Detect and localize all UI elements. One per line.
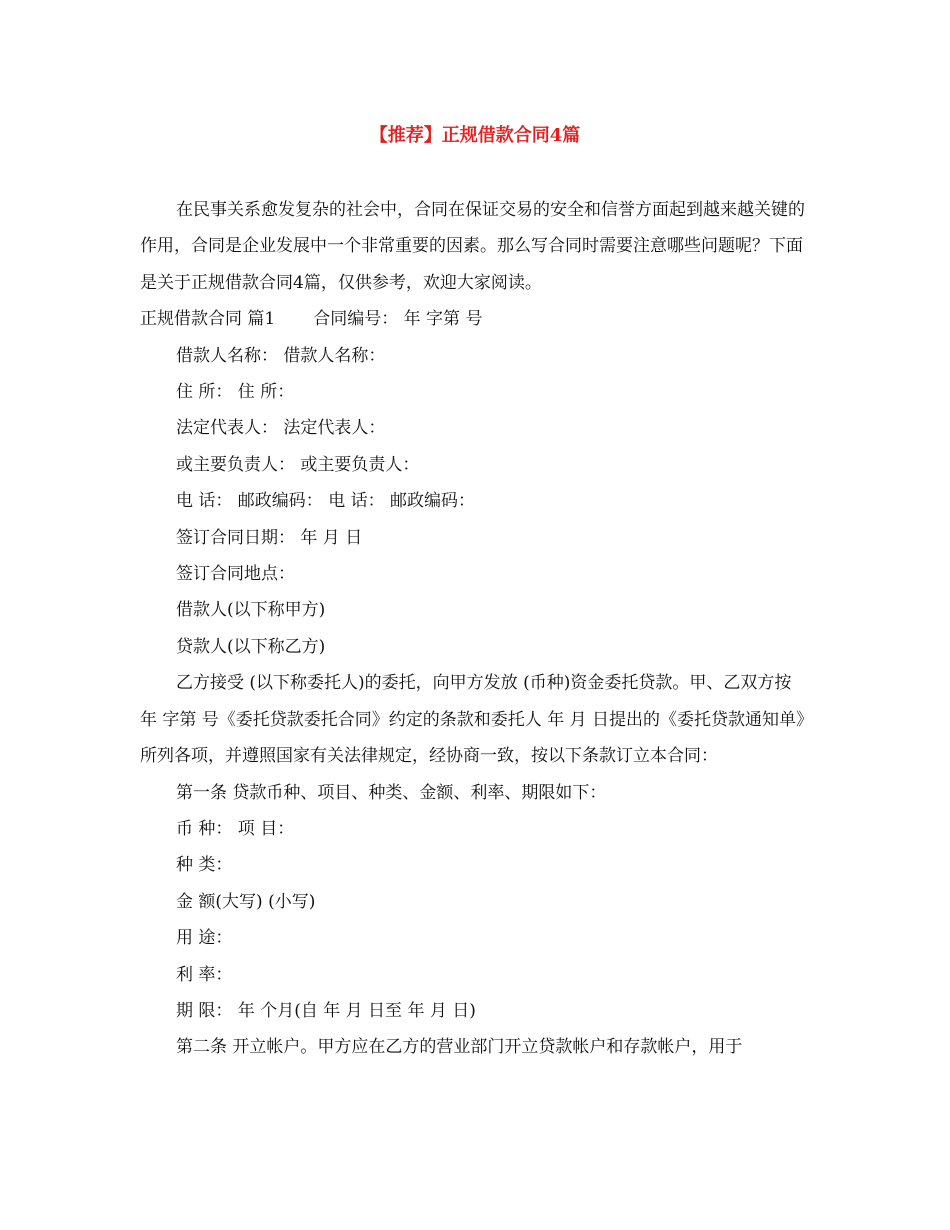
- field-principal: 或主要负责人： 或主要负责人：: [176, 454, 420, 475]
- article-1-rate: 利 率：: [176, 964, 233, 985]
- field-phone-postcode: 电 话： 邮政编码： 电 话： 邮政编码：: [176, 491, 476, 512]
- field-sign-place: 签订合同地点：: [176, 564, 295, 585]
- intro-paragraph: 在民事关系愈发复杂的社会中，合同在保证交易的安全和信誉方面起到越来越关键的作用，合同是企业发展中一个非常重要的因素。那么写合同时需要注意哪些问题呢？下面是关于正规借款合同4篇，仅供参考，欢迎大家阅读。: [140, 200, 805, 293]
- article-1-purpose: 用 途：: [176, 928, 233, 949]
- field-sign-date: 签订合同日期： 年 月 日: [176, 527, 363, 548]
- field-party-a: 借款人(以下称甲方): [176, 600, 326, 621]
- field-borrower-name: 借款人名称： 借款人名称：: [176, 345, 386, 366]
- entrustment-paragraph: 乙方接受 (以下称委托人)的委托，向甲方发放 (币种)资金委托贷款。甲、乙双方按 年 字第 号《委托贷款委托合同》约定的条款和委托人 年 月 日提出的《委托贷款通知单》所列各项，并遵照国家有关法律规定，经协商一致，按以下条款订立本合同：: [140, 673, 805, 767]
- article-1-currency: 币 种： 项 目：: [176, 818, 295, 839]
- field-legal-representative: 法定代表人： 法定代表人：: [176, 418, 386, 439]
- contract-number: 合同编号： 年 字第 号: [313, 309, 483, 330]
- article-1-type: 种 类：: [176, 855, 233, 876]
- section-heading-line: [140, 301, 812, 337]
- document-title: 【推荐】正规借款合同4篇: [369, 125, 581, 146]
- field-address: 住 所： 住 所：: [176, 382, 295, 403]
- field-party-b: 贷款人(以下称乙方): [176, 636, 326, 657]
- article-1-term: 期 限： 年 个月(自 年 月 日至 年 月 日): [176, 1000, 476, 1021]
- article-1-amount: 金 额(大写) (小写): [176, 891, 316, 912]
- article-2-start: 第二条 开立帐户。甲方应在乙方的营业部门开立贷款帐户和存款帐户，用于: [176, 1037, 743, 1058]
- document-body: [140, 192, 812, 1066]
- article-1-heading: 第一条 贷款币种、项目、种类、金额、利率、期限如下：: [176, 782, 607, 803]
- section-heading: 正规借款合同 篇1: [140, 309, 276, 330]
